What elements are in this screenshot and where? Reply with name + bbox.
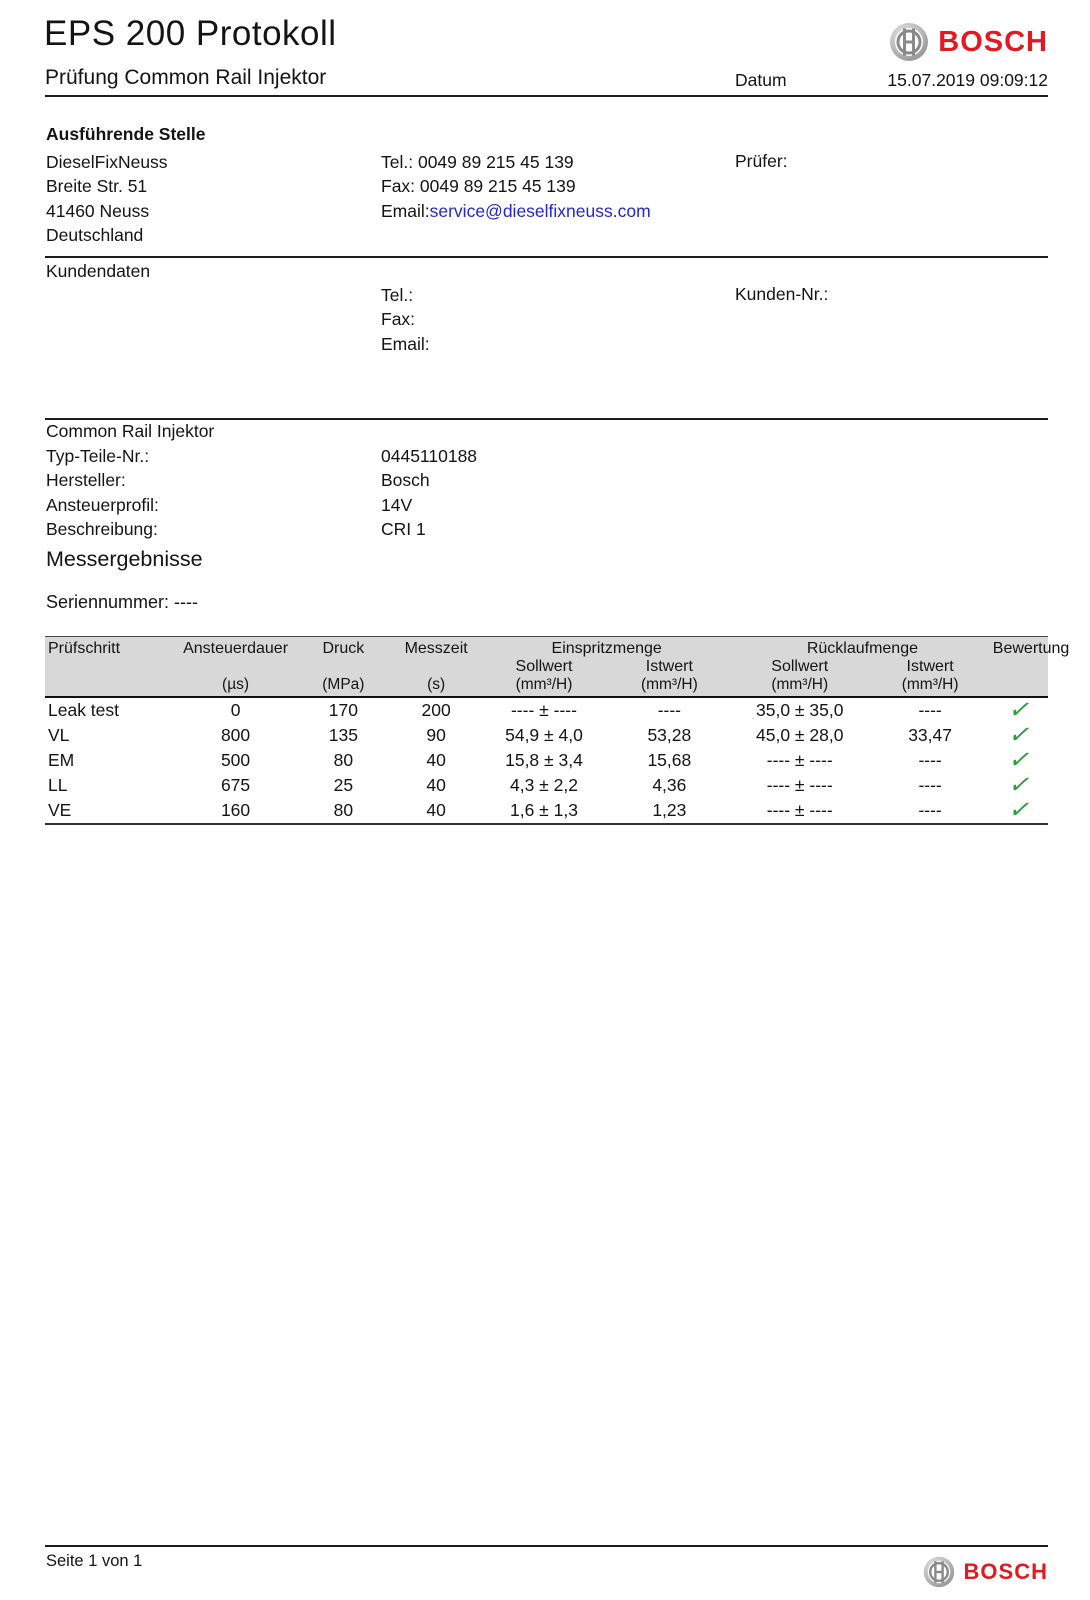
table-row xyxy=(45,723,1048,748)
bosch-wordmark: BOSCH xyxy=(938,25,1048,58)
cell-time: 200 xyxy=(421,700,451,720)
cell-time: 40 xyxy=(426,750,446,770)
cell-injection-actual: ---- xyxy=(657,700,681,720)
address-line: Breite Str. 51 xyxy=(46,176,148,197)
cell-return-actual: ---- xyxy=(867,798,992,824)
unit-flow: (mm³/H) xyxy=(867,676,992,697)
results-heading: Messergebnisse xyxy=(46,547,203,571)
col-header-rating: Bewertung xyxy=(992,640,1070,657)
cell-return-target: ---- ± ---- xyxy=(732,798,867,824)
cell-step: VL xyxy=(48,725,70,745)
cell-return-target: ---- ± ---- xyxy=(766,775,833,795)
examiner-label: Prüfer: xyxy=(735,151,788,171)
cell-duration: 675 xyxy=(220,775,251,795)
address-line: Deutschland xyxy=(46,225,144,246)
fax-line: Fax: 0049 89 215 45 139 xyxy=(381,176,576,197)
cell-rating xyxy=(993,770,1048,800)
injector-label: Beschreibung: xyxy=(46,519,158,540)
cell-injection-target: 1,6 ± 1,3 xyxy=(481,798,606,824)
customer-fax-label: Fax: xyxy=(381,309,416,330)
date-label: Datum xyxy=(735,70,787,90)
cell-return-actual: ---- xyxy=(918,775,942,795)
cell-duration: 800 xyxy=(220,725,251,745)
email-label: Email: xyxy=(381,200,430,221)
cell-rating xyxy=(993,745,1048,775)
pass-check-icon: ✓ xyxy=(1006,770,1035,800)
cell-return-actual: ---- xyxy=(918,700,942,720)
injector-values xyxy=(381,444,477,542)
cell-pressure: 80 xyxy=(296,798,391,824)
unit-flow: (mm³/H) xyxy=(732,676,867,697)
executing-office-divider xyxy=(45,256,1048,258)
customer-number-label: Kunden-Nr.: xyxy=(735,284,829,304)
col-header-injection: Einspritzmenge xyxy=(551,640,662,657)
cell-pressure: 170 xyxy=(328,700,358,720)
table-row xyxy=(45,748,1048,773)
cell-return-target: 35,0 ± 35,0 xyxy=(756,700,844,720)
injector-value: Bosch xyxy=(381,470,430,491)
address-line: DieselFixNeuss xyxy=(46,152,168,172)
cell-duration: 500 xyxy=(220,750,251,770)
col-header-duration: Ansteuerdauer xyxy=(183,640,289,657)
cell-duration: 160 xyxy=(175,798,295,824)
cell-rating xyxy=(993,697,1048,723)
cell-injection-target: ---- ± ---- xyxy=(510,700,577,720)
injector-heading: Common Rail Injektor xyxy=(46,421,215,441)
cell-return-actual: ---- xyxy=(918,750,942,770)
address-line: 41460 Neuss xyxy=(46,200,150,221)
col-subheader-injection-actual: Istwert xyxy=(645,658,693,675)
unit-pressure: (MPa) xyxy=(296,676,391,697)
injector-value: 0445110188 xyxy=(381,446,478,466)
customer-tel-label: Tel.: xyxy=(381,285,414,305)
executing-office-heading: Ausführende Stelle xyxy=(46,124,206,144)
serial-number-line: Seriennummer: ---- xyxy=(46,592,199,612)
unit-flow: (mm³/H) xyxy=(481,676,606,697)
cell-injection-actual: 1,23 xyxy=(607,798,732,824)
col-subheader-injection-target: Sollwert xyxy=(515,658,573,675)
injector-label: Typ-Teile-Nr.: xyxy=(46,446,150,466)
table-row xyxy=(45,697,1048,723)
cell-return-actual: 33,47 xyxy=(908,725,952,745)
header-divider xyxy=(45,95,1048,97)
injector-divider xyxy=(45,418,1048,420)
col-subheader-return-target: Sollwert xyxy=(771,658,829,675)
pass-check-icon: ✓ xyxy=(1006,695,1035,725)
customer-email-label: Email: xyxy=(381,333,430,354)
cell-injection-actual: 53,28 xyxy=(647,725,692,745)
cell-rating xyxy=(993,795,1048,825)
col-header-time: Messzeit xyxy=(404,640,468,657)
email-line xyxy=(381,199,651,223)
cell-pressure: 25 xyxy=(333,775,354,795)
cell-step: EM xyxy=(48,750,75,770)
cell-time: 40 xyxy=(426,775,446,795)
page-subtitle: Prüfung Common Rail Injektor xyxy=(45,66,327,89)
cell-rating xyxy=(993,720,1048,750)
injector-label: Ansteuerprofil: xyxy=(46,494,159,515)
col-subheader-return-actual: Istwert xyxy=(906,658,954,675)
cell-time: 90 xyxy=(426,725,446,745)
email-link[interactable]: service@dieselfixneuss.com xyxy=(429,200,651,221)
unit-time: (s) xyxy=(391,676,481,697)
bosch-logo xyxy=(889,22,1048,62)
bosch-emblem-icon xyxy=(923,1556,955,1588)
results-table-header xyxy=(45,637,1070,698)
injector-value: 14V xyxy=(381,494,413,515)
date-value: 15.07.2019 09:09:12 xyxy=(887,70,1048,90)
injector-value: CRI 1 xyxy=(381,519,426,540)
bosch-emblem-icon xyxy=(889,22,929,62)
injector-labels xyxy=(46,444,159,542)
cell-injection-target: 54,9 ± 4,0 xyxy=(505,725,583,745)
cell-pressure: 80 xyxy=(333,750,354,770)
bosch-logo-footer xyxy=(923,1556,1048,1588)
cell-time: 40 xyxy=(391,798,481,824)
customer-contact xyxy=(381,283,430,356)
unit-flow: (mm³/H) xyxy=(607,676,732,697)
col-header-pressure: Druck xyxy=(322,640,365,657)
pass-check-icon: ✓ xyxy=(1006,720,1035,750)
cell-step: Leak test xyxy=(48,700,120,720)
footer-divider xyxy=(45,1545,1048,1547)
results-table xyxy=(45,636,1070,825)
col-header-step: Prüfschritt xyxy=(48,640,121,657)
table-row xyxy=(45,773,1048,798)
col-header-return: Rücklaufmenge xyxy=(806,640,918,657)
cell-return-target: ---- ± ---- xyxy=(766,750,833,770)
bosch-wordmark: BOSCH xyxy=(963,1559,1048,1584)
page-title: EPS 200 Protokoll xyxy=(44,14,337,53)
cell-step: LL xyxy=(48,775,68,795)
footer-page-label: Seite 1 von 1 xyxy=(46,1552,143,1570)
cell-duration: 0 xyxy=(230,700,241,720)
executing-office-address xyxy=(46,150,168,248)
cell-injection-target: 4,3 ± 2,2 xyxy=(509,775,578,795)
cell-injection-actual: 15,68 xyxy=(647,750,692,770)
unit-duration: (µs) xyxy=(175,676,295,697)
pass-check-icon: ✓ xyxy=(1006,795,1035,825)
executing-office-contact xyxy=(381,150,651,223)
cell-pressure: 135 xyxy=(328,725,358,745)
cell-step: VE xyxy=(45,798,175,824)
table-row xyxy=(45,798,1048,824)
cell-injection-target: 15,8 ± 3,4 xyxy=(505,750,583,770)
cell-injection-actual: 4,36 xyxy=(652,775,687,795)
customer-heading: Kundendaten xyxy=(46,261,151,281)
injector-label: Hersteller: xyxy=(46,470,126,491)
tel-line: Tel.: 0049 89 215 45 139 xyxy=(381,152,574,172)
cell-return-target: 45,0 ± 28,0 xyxy=(756,725,844,745)
pass-check-icon: ✓ xyxy=(1006,745,1035,775)
